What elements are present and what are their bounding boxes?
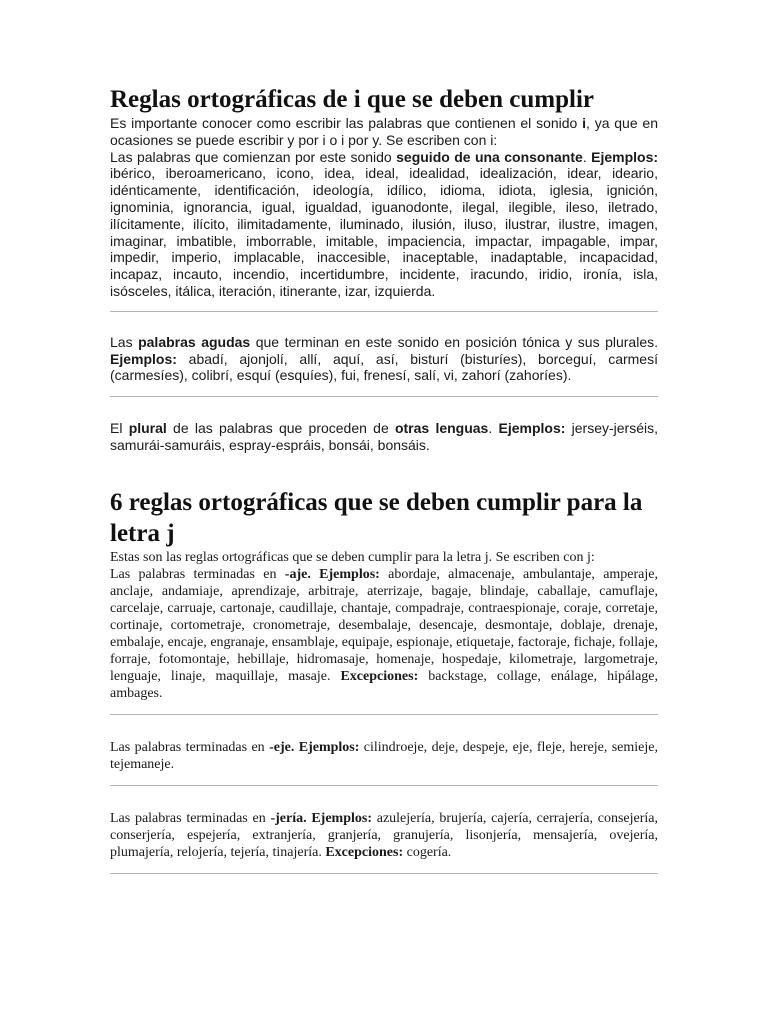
section-j-body [110, 549, 658, 702]
divider [110, 873, 658, 874]
document-page [110, 84, 658, 874]
section-i-body [110, 115, 658, 300]
divider [110, 714, 658, 715]
section-i-intro: Es importante conocer como escribir las palabras que contienen el sonido i, ya que en ocasiones se puede escribir y por i o i por y. Se escriben con i: [110, 115, 658, 148]
rule-i-consonant: Las palabras que comienzan por este sonido seguido de una consonante. Ejemplos: ibérico, iberoamericano, icono, idea, ideal, idealidad, idealización, idear, ideario, idénticamente, identificación, ideología, idílico, idioma, idiota, iglesia, ignición, ignominia, ignorancia, igual, igualdad, iguanodonte, ilegal, ilegible, ileso, iletrado, ilícitamente, ilícito, ilimitadamente, iluminado, ilusión, iluso, ilustrar, ilustre, imagen, imaginar, imbatible, imborrable, imitable, impaciencia, impactar, impagable, impar, impedir, imperio, implacable, inaccesible, inaceptable, inadaptable, incapacidad, incapaz, incauto, incendio, incertidumbre, incidente, iracundo, iridio, ironía, isla, isósceles, itálica, iteración, itinerante, izar, izquierda. [110, 148, 659, 299]
divider [110, 396, 658, 397]
rule-j-jeria: Las palabras terminadas en -jería. Ejemplos: azulejería, brujería, cajería, cerrajería, consejería, conserjería, espejería, extranjería, granjería, granujería, lisonjería, mensajería, ovejería, plumajería, relojería, tejería, tinajería. Excepciones: cogería. [110, 810, 658, 860]
rule-i-agudas: Las palabras agudas que terminan en este sonido en posición tónica y sus plurales. Ejemplos: abadí, ajonjolí, allí, aquí, así, bisturí (bisturíes), borceguí, carmesí (carmesíes), colibrí, esquí (esquíes), fui, frenesí, salí, vi, zahorí (zahoríes). [110, 333, 658, 384]
rule-j-eje: Las palabras terminadas en -eje. Ejemplos: cilindroeje, deje, despeje, eje, fleje, hereje, semieje, tejemaneje. [110, 739, 658, 772]
rule-j-aje: Las palabras terminadas en -aje. Ejemplos: abordaje, almacenaje, ambulantaje, amperaje, anclaje, andamiaje, aprendizaje, arbitraje, aterrizaje, bagaje, blindaje, caballaje, camuflaje, carcelaje, carruaje, cartonaje, caudillaje, chantaje, compadraje, contraespionaje, coraje, corretaje, cortinaje, cortometraje, cronometraje, desembalaje, desencaje, desmontaje, doblaje, drenaje, embalaje, encaje, engranaje, ensamblaje, equipaje, espionaje, etiquetaje, factoraje, fichaje, follaje, forraje, fotomontaje, hebillaje, hidromasaje, homenaje, hospedaje, kilometraje, largometraje, lenguaje, linaje, maquillaje, masaje. Excepciones: backstage, collage, enálage, hipálage, ambages. [110, 566, 658, 701]
divider [110, 311, 658, 312]
section-j-title: 6 reglas ortográficas que se deben cumplir para la letra j [110, 488, 643, 547]
section-i-title: Reglas ortográficas de i que se deben cumplir [110, 86, 594, 113]
rule-i-plural: El plural de las palabras que proceden de otras lenguas. Ejemplos: jersey-jerséis, samurái-samuráis, espray-espráis, bonsái, bonsáis. [110, 420, 658, 453]
section-j-intro: Estas son las reglas ortográficas que se deben cumplir para la letra j. Se escriben con j: [110, 549, 595, 565]
divider [110, 785, 658, 786]
